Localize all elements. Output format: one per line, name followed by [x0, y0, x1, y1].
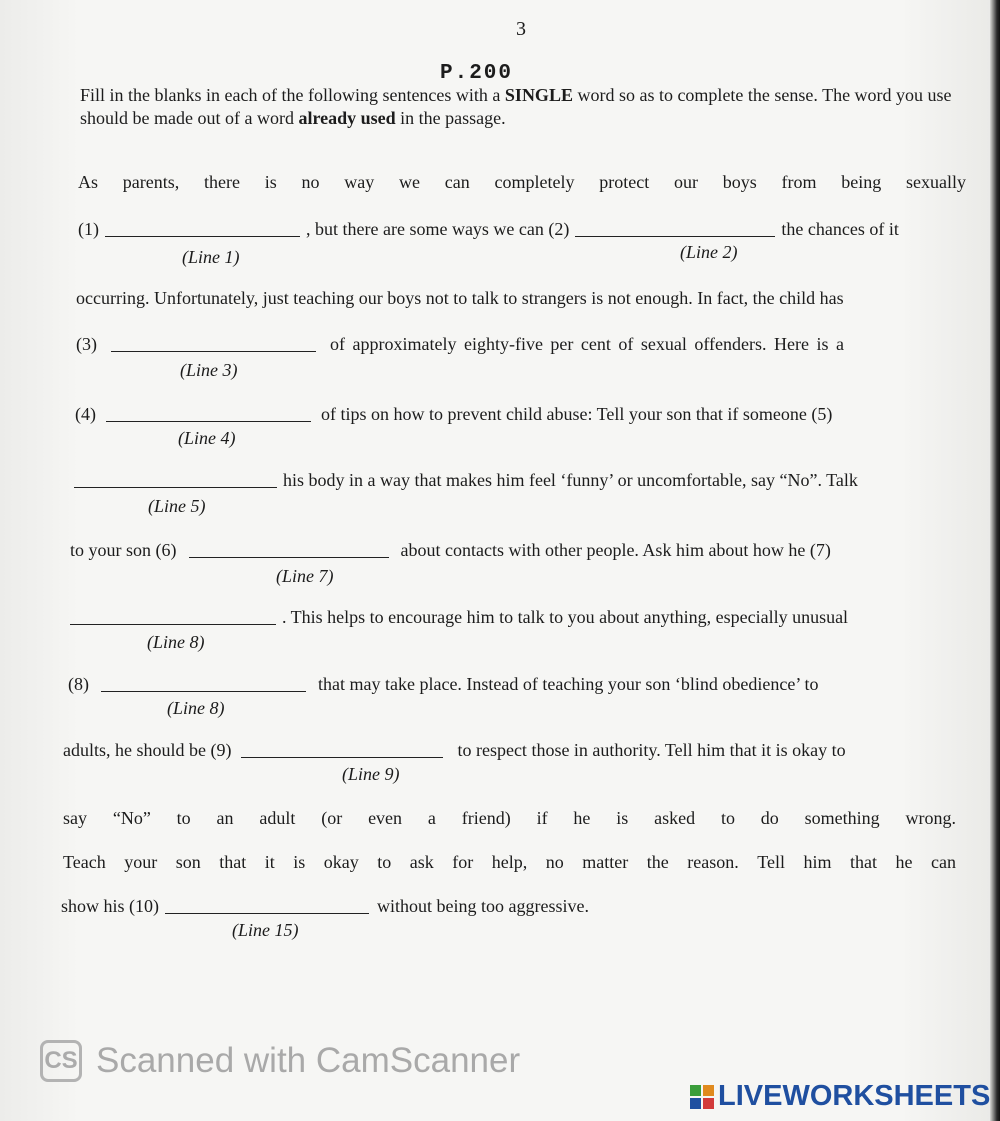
instructions: [80, 84, 975, 130]
passage-word: friend): [461, 808, 511, 828]
passage-text: about contacts with other people. Ask him about how he (7): [400, 540, 831, 560]
passage-word: even: [368, 808, 403, 828]
passage-word: Teach: [63, 852, 106, 872]
passage-word: wrong.: [905, 808, 956, 828]
passage-word: we: [399, 172, 420, 192]
passage-word: (or: [321, 808, 343, 828]
passage-text: . This helps to encourage him to talk to you about anything, especially unusual: [282, 607, 849, 627]
blank-1[interactable]: [105, 220, 300, 237]
passage-row-3: [76, 288, 844, 309]
exercise-title: P.200: [440, 62, 514, 85]
passage-text: the chances of it: [781, 219, 899, 239]
passage-word: way: [344, 172, 375, 192]
passage-word: boys: [722, 172, 757, 192]
blank-10[interactable]: [165, 897, 369, 914]
blank-9-label: (Line 9): [342, 764, 400, 784]
passage-word: ask: [409, 852, 434, 872]
instructions-text: Fill in the blanks in each of the following sentences with a: [80, 85, 505, 105]
passage-word: that: [219, 852, 247, 872]
passage-text: to respect those in authority. Tell him that it is okay to: [457, 740, 846, 760]
passage-text: , but there are some ways we can (2): [306, 219, 570, 239]
passage-text: without being too aggressive.: [377, 896, 589, 916]
passage-word: okay: [323, 852, 359, 872]
passage-word: do: [760, 808, 779, 828]
blank-3[interactable]: [111, 335, 316, 352]
passage-word: can: [444, 172, 470, 192]
blank-8[interactable]: [101, 675, 306, 692]
blank-10-label: (Line 15): [232, 920, 299, 940]
blank-number-3: (3): [76, 334, 97, 354]
instructions-emphasis: SINGLE: [504, 85, 573, 105]
passage-row-7: [70, 540, 962, 561]
passage-word: for: [452, 852, 474, 872]
passage-word: to: [176, 808, 191, 828]
passage-word: asked: [654, 808, 696, 828]
passage-row-5: [75, 404, 965, 425]
passage-word: an: [216, 808, 234, 828]
passage-word: “No”: [112, 808, 151, 828]
passage-word: being: [841, 172, 882, 192]
passage-word: protect: [599, 172, 650, 192]
passage-word: adult: [259, 808, 296, 828]
passage-row-9: [68, 674, 960, 695]
passage-word: no: [301, 172, 320, 192]
blank-number-1: (1): [78, 219, 99, 239]
passage-text: that may take place. Instead of teaching your son ‘blind obedience’ to: [318, 674, 819, 694]
blank-9[interactable]: [241, 741, 443, 758]
passage-text: of approximately eighty-five per cent of sexual offenders. Here is a: [330, 334, 844, 354]
liveworksheets-logo-icon: [690, 1085, 714, 1109]
instructions-emphasis: already used: [298, 108, 396, 128]
passage-text: of tips on how to prevent child abuse: Tell your son that if someone (5): [321, 404, 833, 424]
passage-word: to: [720, 808, 735, 828]
passage-word: a: [427, 808, 436, 828]
blank-5-label: (Line 5): [148, 496, 206, 516]
blank-3-label: (Line 3): [180, 360, 238, 380]
blank-2[interactable]: [575, 220, 775, 237]
passage-row-4: [76, 334, 966, 355]
passage-word: no: [545, 852, 564, 872]
blank-6[interactable]: [189, 541, 389, 558]
passage-word: he: [895, 852, 913, 872]
passage-word: is: [616, 808, 629, 828]
blank-7-label: (Line 8): [147, 632, 205, 652]
passage-word: As: [78, 172, 99, 192]
blank-8-label: (Line 8): [167, 698, 225, 718]
passage-word: say: [63, 808, 87, 828]
page-number: 3: [516, 18, 526, 40]
passage-row-1: [78, 172, 966, 193]
passage-row-10: [63, 740, 958, 761]
passage-text: his body in a way that makes him feel ‘funny’ or uncomfortable, say “No”. Talk: [283, 470, 858, 490]
blank-5[interactable]: [74, 471, 277, 488]
passage-row-11: [63, 808, 956, 829]
passage-word: if: [536, 808, 548, 828]
passage-row-2: [78, 219, 968, 240]
camscanner-watermark: [40, 1040, 520, 1082]
passage-word: can: [931, 852, 956, 872]
blank-7[interactable]: [70, 608, 276, 625]
blank-number-8: (8): [68, 674, 89, 694]
passage-word: him: [803, 852, 832, 872]
passage-row-13: [61, 896, 589, 917]
passage-word: matter: [582, 852, 629, 872]
passage-text: occurring. Unfortunately, just teaching our boys not to talk to strangers is not enough. In fact, the child has: [76, 288, 844, 308]
passage-word: help,: [491, 852, 528, 872]
blank-number-4: (4): [75, 404, 96, 424]
passage-word: reason.: [687, 852, 739, 872]
passage-text: to your son (6): [70, 540, 177, 560]
blank-4-label: (Line 4): [178, 428, 236, 448]
passage-word: is: [293, 852, 306, 872]
passage-word: he: [573, 808, 591, 828]
instructions-text: word so as to complete the sense. The word you use should be made out of a word: [80, 85, 952, 128]
passage-word: your: [124, 852, 158, 872]
passage-row-6: [74, 470, 964, 491]
passage-word: from: [781, 172, 817, 192]
blank-6-label: (Line 7): [276, 566, 334, 586]
passage-word: that: [850, 852, 877, 872]
passage-word: something: [804, 808, 880, 828]
liveworksheets-logo: [690, 1080, 990, 1113]
passage-word: completely: [494, 172, 575, 192]
passage-word: sexually: [905, 172, 966, 192]
passage-row-8: [70, 607, 962, 628]
passage-row-12: [63, 852, 956, 873]
watermark-text: Scanned with CamScanner: [96, 1041, 521, 1080]
blank-4[interactable]: [106, 405, 311, 422]
camscanner-icon: CS: [40, 1040, 82, 1082]
passage-text: adults, he should be (9): [63, 740, 232, 760]
blank-2-label: (Line 2): [680, 242, 738, 262]
blank-1-label: (Line 1): [182, 247, 240, 267]
passage-word: our: [673, 172, 698, 192]
instructions-text: in the passage.: [395, 108, 506, 128]
passage-word: it: [264, 852, 275, 872]
passage-word: son: [175, 852, 201, 872]
passage-word: parents,: [122, 172, 180, 192]
passage-word: is: [264, 172, 277, 192]
passage-word: the: [646, 852, 669, 872]
scan-edge-shadow: [990, 0, 1000, 1121]
passage-word: there: [204, 172, 240, 192]
liveworksheets-logo-text: LIVEWORKSHEETS: [718, 1080, 991, 1112]
passage-word: Tell: [757, 852, 785, 872]
passage-word: to: [377, 852, 392, 872]
passage-text: show his (10): [61, 896, 159, 916]
